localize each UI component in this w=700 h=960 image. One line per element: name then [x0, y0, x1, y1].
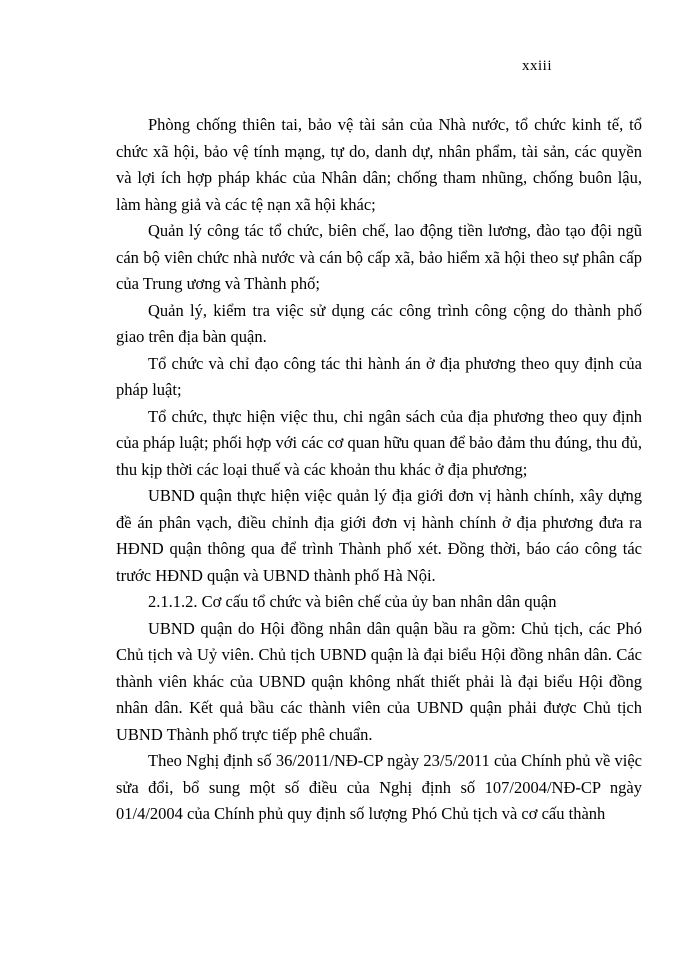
paragraph-decree: Theo Nghị định số 36/2011/NĐ-CP ngày 23/5/2011 của Chính phủ về việc sửa đổi, bổ sung một số điều của Nghị định số 107/2004/NĐ-CP ngày 01/4/2004 của Chính phủ quy định số lượng Phó Chủ tịch và cơ cấu thành: [116, 751, 642, 823]
paragraph-staff-management: Quản lý công tác tổ chức, biên chế, lao động tiền lương, đào tạo đội ngũ cán bộ viên chức nhà nước và cán bộ cấp xã, bảo hiểm xã hội theo sự phân cấp của Trung ương và Thành phố;: [116, 221, 642, 293]
section-heading: 2.1.1.2. Cơ cấu tổ chức và biên chế của ủy ban nhân dân quận: [148, 592, 557, 611]
paragraph-budget: Tổ chức, thực hiện việc thu, chi ngân sách của địa phương theo quy định của pháp luật; phối hợp với các cơ quan hữu quan để bảo đảm thu đúng, thu đủ, thu kịp thời các loại thuế và các khoản thu khác ở địa phương;: [116, 406, 642, 479]
paragraph-committee-composition: UBND quận do Hội đồng nhân dân quận bầu ra gồm: Chủ tịch, các Phó Chủ tịch và Uỷ viên. Chủ tịch UBND quận là đại biểu Hội đồng nhân dân. Các thành viên khác của UBND quận không nhất thiết phải là đại biểu Hội đồng nhân dân. Kết quả bầu các thành viên của UBND quận phải được Chủ tịch UBND Thành phố trực tiếp phê chuẩn.: [116, 618, 642, 744]
body-text: [116, 112, 642, 828]
paragraph-judgment-enforcement: Tổ chức và chỉ đạo công tác thi hành án ở địa phương theo quy định của pháp luật;: [116, 353, 642, 399]
paragraph-disaster-prevention: Phòng chống thiên tai, bảo vệ tài sản của Nhà nước, tổ chức kinh tế, tổ chức xã hội, bảo vệ tính mạng, tự do, danh dự, nhân phẩm, tài sản, các quyền và lợi ích hợp pháp khác của Nhân dân; chống tham nhũng, chống buôn lậu, làm hàng giả và các tệ nạn xã hội khác;: [116, 115, 642, 214]
paragraph-administrative-boundaries: UBND quận thực hiện việc quản lý địa giới đơn vị hành chính, xây dựng đề án phân vạch, điều chỉnh địa giới đơn vị hành chính ở địa phương đưa ra HĐND quận thông qua để trình Thành phố xét. Đồng thời, báo cáo công tác trước HĐND quận và UBND thành phố Hà Nội.: [116, 486, 642, 585]
page-number: xxiii: [522, 58, 553, 74]
paragraph-public-works: Quản lý, kiểm tra việc sử dụng các công trình công cộng do thành phố giao trên địa bàn quận.: [116, 300, 642, 346]
